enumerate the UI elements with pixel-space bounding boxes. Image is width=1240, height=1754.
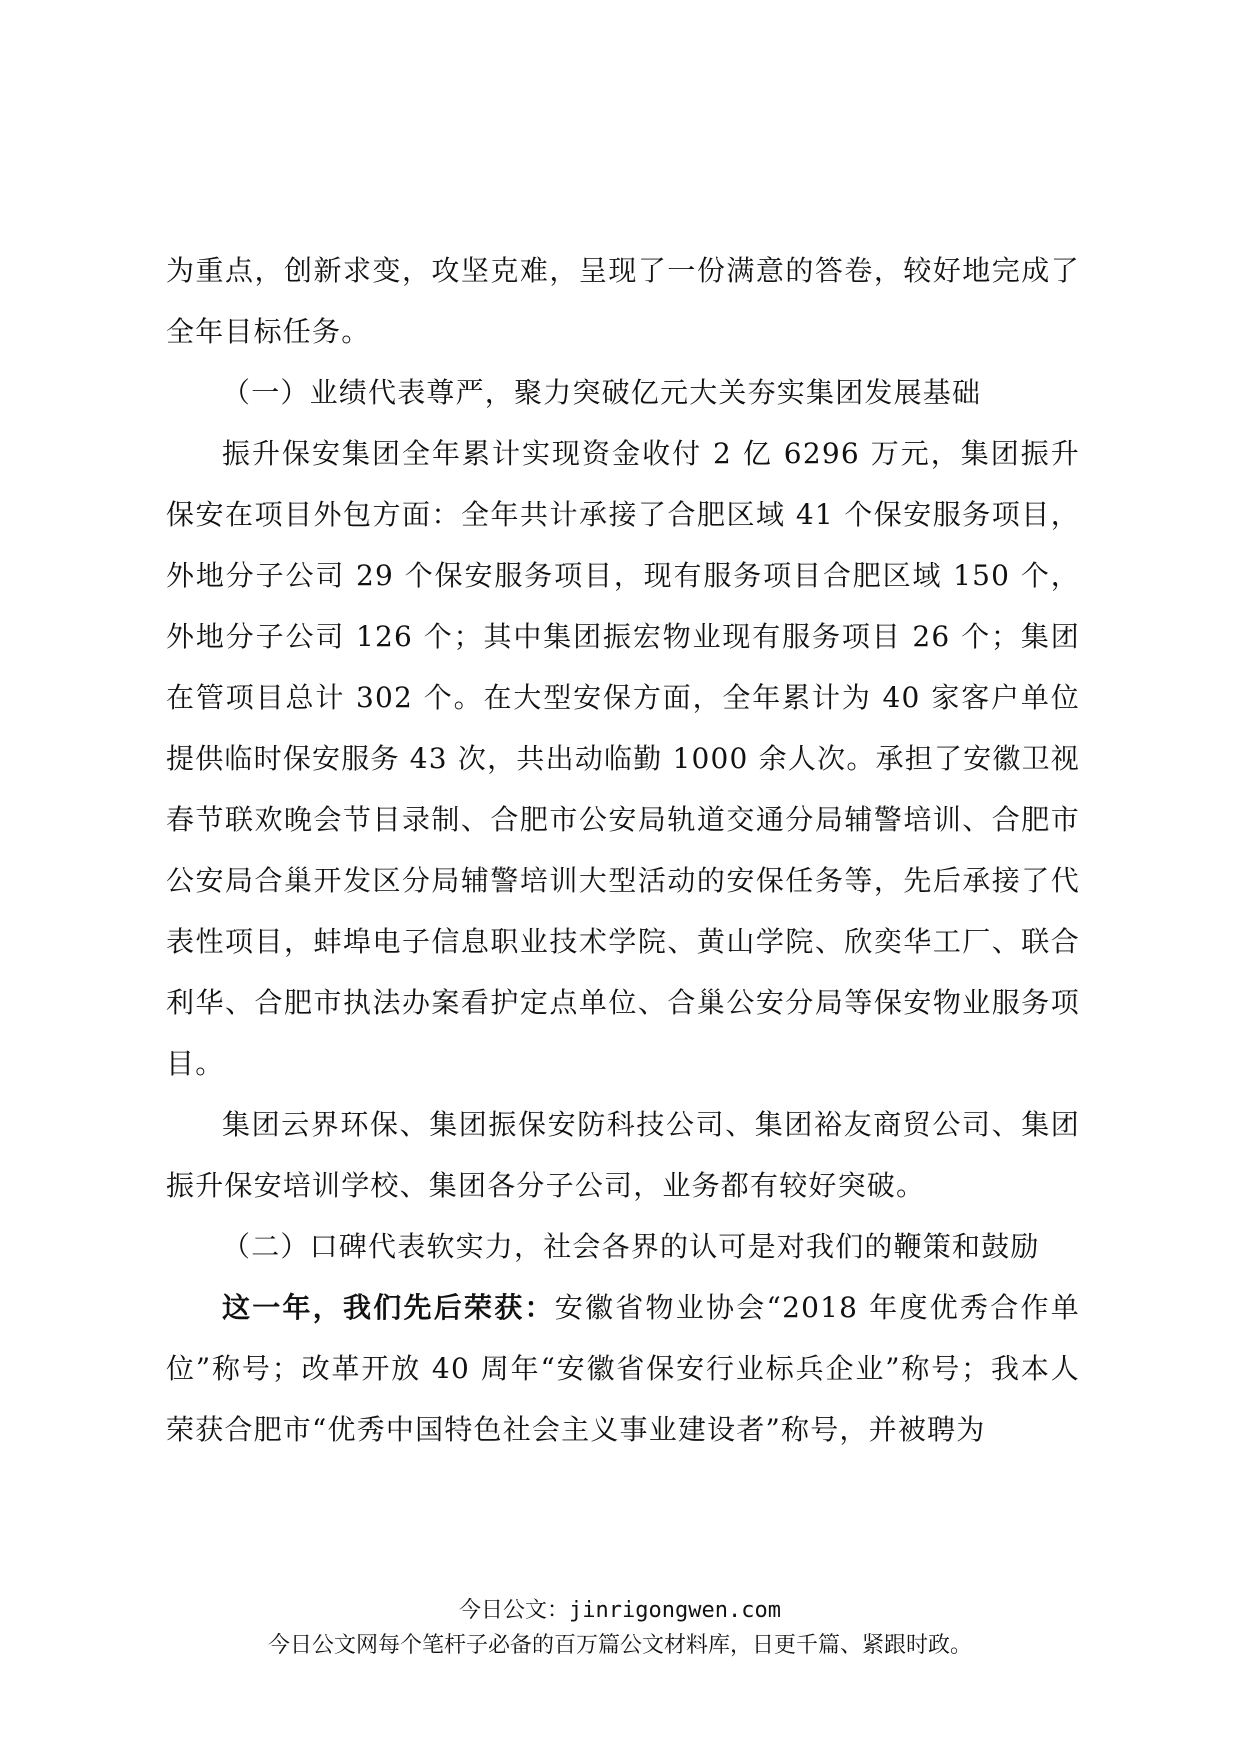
paragraph-honors-text: 安徽省物业协会“2018 年度优秀合作单位”称号；改革开放 40 周年“安徽省保安行业标兵企业”称号；我本人荣获合肥市“优秀中国特色社会主义事业建设者”称号，并被聘为 xyxy=(166,1291,1080,1446)
document-body xyxy=(166,240,1080,1460)
section-heading-2: （二）口碑代表软实力，社会各界的认可是对我们的鞭策和鼓励 xyxy=(222,1230,1040,1263)
footer-tagline: 今日公文网每个笔杆子必备的百万篇公文材料库，日更千篇、紧跟时政。 xyxy=(267,1633,972,1658)
paragraph-subsidiaries: 集团云界环保、集团振保安防科技公司、集团裕友商贸公司、集团振升保安培训学校、集团各分子公司，业务都有较好突破。 xyxy=(166,1108,1080,1202)
footer-label: 今日公文： xyxy=(459,1598,570,1623)
footer-source xyxy=(0,1593,1240,1624)
paragraph-continuation: 为重点，创新求变，攻坚克难，呈现了一份满意的答卷，较好地完成了全年目标任务。 xyxy=(166,254,1080,348)
paragraph-performance: 振升保安集团全年累计实现资金收付 2 亿 6296 万元，集团振升保安在项目外包方面：全年共计承接了合肥区域 41 个保安服务项目，外地分子公司 29 个保安服务项目，现有服务项目合肥区域 150 个，外地分子公司 126 个；其中集团振宏物业现有服务项目 26 个；集团在管项目总计 302 个。在大型安保方面，全年累计为 40 家客户单位提供临时保安服务 43 次，共出动临勤 1000 余人次。承担了安徽卫视春节联欢晚会节目录制、合肥市公安局轨道交通分局辅警培训、合肥市公安局合巢开发区分局辅警培训大型活动的安保任务等，先后承接了代表性项目，蚌埠电子信息职业技术学院、黄山学院、欣奕华工厂、联合利华、合肥市执法办案看护定点单位、合巢公安分局等保安物业服务项目。 xyxy=(166,437,1080,1080)
footer-url-link[interactable]: jinrigongwen.com xyxy=(569,1598,781,1623)
paragraph-lead: 这一年，我们先后荣获： xyxy=(222,1291,555,1324)
section-heading-1: （一）业绩代表尊严，聚力突破亿元大关夯实集团发展基础 xyxy=(222,376,982,409)
paragraph-honors xyxy=(166,1277,1080,1460)
